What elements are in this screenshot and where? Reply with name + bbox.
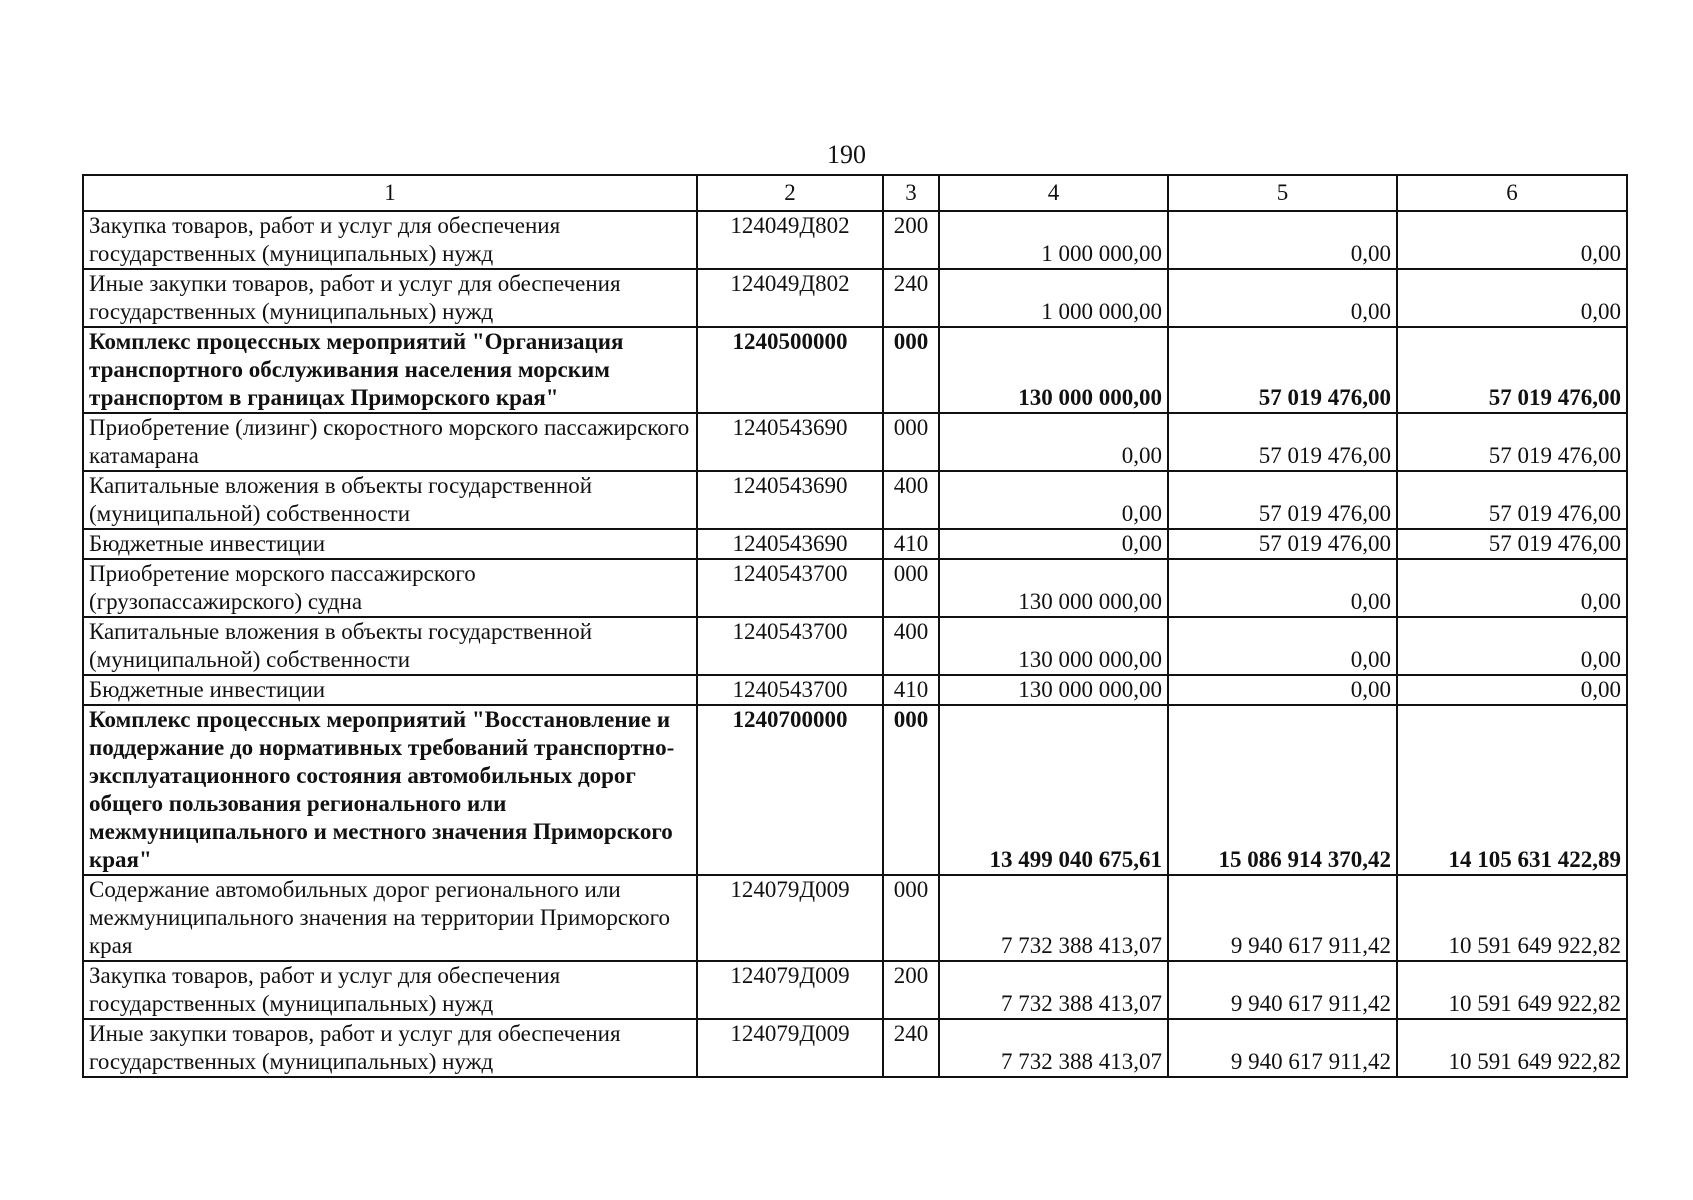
row-target-code: 1240543690 <box>697 529 883 559</box>
table-row <box>83 875 1627 961</box>
header-cell-1: 1 <box>83 175 697 211</box>
row-amount-col6: 57 019 476,00 <box>1397 471 1627 529</box>
row-description: Капитальные вложения в объекты государственной (муниципальной) собственности <box>83 617 697 675</box>
row-amount-col4: 0,00 <box>939 471 1168 529</box>
row-description: Закупка товаров, работ и услуг для обеспечения государственных (муниципальных) нужд <box>83 211 697 269</box>
row-amount-col6: 0,00 <box>1397 211 1627 269</box>
row-expense-type: 000 <box>883 327 939 413</box>
row-amount-col6: 14 105 631 422,89 <box>1397 705 1627 875</box>
row-expense-type: 410 <box>883 529 939 559</box>
row-amount-col4: 0,00 <box>939 529 1168 559</box>
header-cell-3: 3 <box>883 175 939 211</box>
table-row <box>83 961 1627 1019</box>
row-expense-type: 200 <box>883 961 939 1019</box>
row-target-code: 1240500000 <box>697 327 883 413</box>
row-description: Содержание автомобильных дорог регионального или межмуниципального значения на территории Приморского края <box>83 875 697 961</box>
row-amount-col5: 0,00 <box>1168 211 1397 269</box>
table-row <box>83 211 1627 269</box>
row-target-code: 124079Д009 <box>697 961 883 1019</box>
header-cell-6: 6 <box>1397 175 1627 211</box>
row-description: Комплекс процессных мероприятий "Восстановление и поддержание до нормативных требований транспортно-эксплуатационного состояния автомобильных дорог общего пользования регионального или межмуниципального и местного значения Приморского края" <box>83 705 697 875</box>
row-target-code: 124049Д802 <box>697 211 883 269</box>
row-amount-col4: 1 000 000,00 <box>939 211 1168 269</box>
table-row <box>83 529 1627 559</box>
row-amount-col5: 0,00 <box>1168 269 1397 327</box>
row-expense-type: 410 <box>883 675 939 705</box>
header-cell-5: 5 <box>1168 175 1397 211</box>
row-amount-col4: 7 732 388 413,07 <box>939 1019 1168 1077</box>
row-amount-col6: 57 019 476,00 <box>1397 327 1627 413</box>
row-amount-col4: 130 000 000,00 <box>939 617 1168 675</box>
row-expense-type: 000 <box>883 559 939 617</box>
row-target-code: 1240543700 <box>697 617 883 675</box>
row-amount-col4: 130 000 000,00 <box>939 327 1168 413</box>
row-description: Приобретение морского пассажирского (грузопассажирского) судна <box>83 559 697 617</box>
row-description: Приобретение (лизинг) скоростного морского пассажирского катамарана <box>83 413 697 471</box>
row-expense-type: 240 <box>883 269 939 327</box>
row-amount-col6: 0,00 <box>1397 617 1627 675</box>
row-target-code: 124049Д802 <box>697 269 883 327</box>
row-amount-col5: 57 019 476,00 <box>1168 529 1397 559</box>
row-amount-col4: 0,00 <box>939 413 1168 471</box>
row-description: Закупка товаров, работ и услуг для обеспечения государственных (муниципальных) нужд <box>83 961 697 1019</box>
row-amount-col4: 13 499 040 675,61 <box>939 705 1168 875</box>
row-description: Бюджетные инвестиции <box>83 675 697 705</box>
table-row <box>83 1019 1627 1077</box>
row-amount-col5: 0,00 <box>1168 675 1397 705</box>
row-expense-type: 240 <box>883 1019 939 1077</box>
row-target-code: 1240543690 <box>697 413 883 471</box>
row-amount-col4: 7 732 388 413,07 <box>939 875 1168 961</box>
row-amount-col4: 7 732 388 413,07 <box>939 961 1168 1019</box>
row-amount-col6: 57 019 476,00 <box>1397 413 1627 471</box>
row-amount-col6: 0,00 <box>1397 675 1627 705</box>
row-description: Бюджетные инвестиции <box>83 529 697 559</box>
row-expense-type: 200 <box>883 211 939 269</box>
table-row <box>83 327 1627 413</box>
row-description: Комплекс процессных мероприятий "Организация транспортного обслуживания населения морским транспортом в границах Приморского края" <box>83 327 697 413</box>
row-target-code: 1240543690 <box>697 471 883 529</box>
row-description: Иные закупки товаров, работ и услуг для обеспечения государственных (муниципальных) нужд <box>83 269 697 327</box>
budget-table <box>82 174 1628 1078</box>
row-expense-type: 000 <box>883 413 939 471</box>
row-description: Капитальные вложения в объекты государственной (муниципальной) собственности <box>83 471 697 529</box>
row-target-code: 1240700000 <box>697 705 883 875</box>
table-row <box>83 675 1627 705</box>
row-expense-type: 000 <box>883 875 939 961</box>
row-expense-type: 400 <box>883 617 939 675</box>
header-cell-4: 4 <box>939 175 1168 211</box>
table-row <box>83 705 1627 875</box>
row-amount-col5: 57 019 476,00 <box>1168 327 1397 413</box>
row-amount-col6: 0,00 <box>1397 269 1627 327</box>
row-target-code: 1240543700 <box>697 559 883 617</box>
row-amount-col5: 57 019 476,00 <box>1168 413 1397 471</box>
row-target-code: 1240543700 <box>697 675 883 705</box>
row-expense-type: 000 <box>883 705 939 875</box>
row-amount-col5: 9 940 617 911,42 <box>1168 961 1397 1019</box>
row-amount-col5: 15 086 914 370,42 <box>1168 705 1397 875</box>
header-cell-2: 2 <box>697 175 883 211</box>
row-amount-col4: 130 000 000,00 <box>939 559 1168 617</box>
row-amount-col5: 0,00 <box>1168 559 1397 617</box>
row-target-code: 124079Д009 <box>697 875 883 961</box>
table-row <box>83 559 1627 617</box>
table-row <box>83 413 1627 471</box>
row-amount-col6: 10 591 649 922,82 <box>1397 875 1627 961</box>
row-amount-col4: 130 000 000,00 <box>939 675 1168 705</box>
table-row <box>83 269 1627 327</box>
row-amount-col6: 0,00 <box>1397 559 1627 617</box>
row-amount-col6: 57 019 476,00 <box>1397 529 1627 559</box>
row-amount-col6: 10 591 649 922,82 <box>1397 961 1627 1019</box>
row-amount-col5: 9 940 617 911,42 <box>1168 875 1397 961</box>
row-amount-col4: 1 000 000,00 <box>939 269 1168 327</box>
row-expense-type: 400 <box>883 471 939 529</box>
page-number: 190 <box>827 140 866 169</box>
row-target-code: 124079Д009 <box>697 1019 883 1077</box>
row-amount-col6: 10 591 649 922,82 <box>1397 1019 1627 1077</box>
header-row <box>83 175 1627 211</box>
table-row <box>83 471 1627 529</box>
row-amount-col5: 0,00 <box>1168 617 1397 675</box>
row-amount-col5: 9 940 617 911,42 <box>1168 1019 1397 1077</box>
row-amount-col5: 57 019 476,00 <box>1168 471 1397 529</box>
row-description: Иные закупки товаров, работ и услуг для обеспечения государственных (муниципальных) нужд <box>83 1019 697 1077</box>
table-row <box>83 617 1627 675</box>
